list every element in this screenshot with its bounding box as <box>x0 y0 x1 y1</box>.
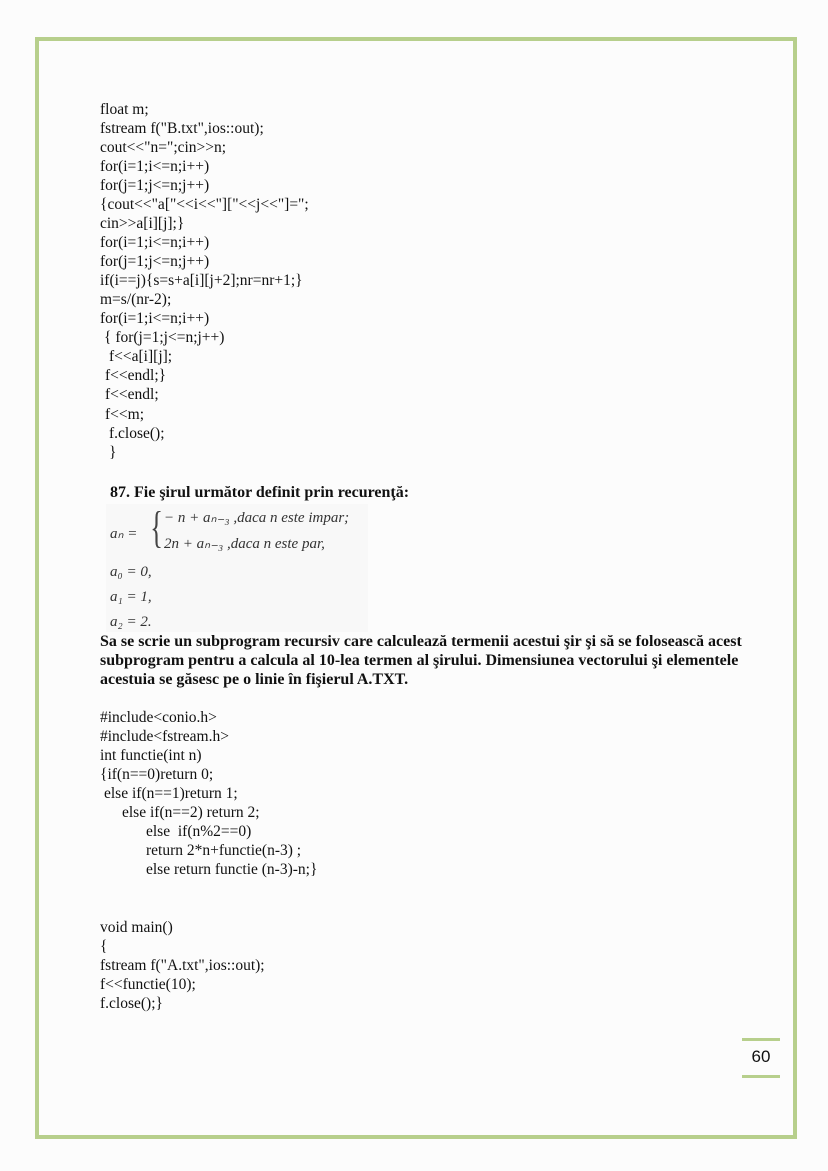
formula-a1: a₁ = 1, <box>110 589 152 605</box>
code-line: f<<functie(10); <box>100 976 196 993</box>
code-line: {cout<<"a["<<i<<"]["<<j<<"]="; <box>100 196 309 213</box>
code-line: if(i==j){s=s+a[i][j+2];nr=nr+1;} <box>100 272 303 289</box>
formula-lhs: aₙ = <box>110 526 138 542</box>
code-line: } <box>109 444 117 461</box>
recurrence-formula <box>106 504 368 632</box>
code-line: int functie(int n) <box>100 747 202 764</box>
code-line: m=s/(nr-2); <box>100 291 172 308</box>
brace-icon: { <box>150 503 163 552</box>
code-line: for(i=1;i<=n;i++) <box>100 158 210 175</box>
code-line: { for(j=1;j<=n;j++) <box>104 329 225 346</box>
code-line: f<<m; <box>105 406 145 423</box>
code-line: #include<fstream.h> <box>100 728 229 745</box>
code-line: {if(n==0)return 0; <box>100 766 214 783</box>
code-line: { <box>100 938 108 955</box>
code-line: f.close();} <box>100 995 163 1012</box>
code-line: for(i=1;i<=n;i++) <box>100 234 210 251</box>
statement-line: Sa se scrie un subprogram recursiv care calculează termenii acestui şir şi să se folosească acest <box>100 633 742 650</box>
code-line: void main() <box>100 919 173 936</box>
formula-case-odd: − n + aₙ₋₃ ,daca n este impar; <box>164 510 350 526</box>
code-line: f<<endl; <box>105 386 159 403</box>
code-line: for(j=1;j<=n;j++) <box>100 177 210 194</box>
code-line: f.close(); <box>109 425 165 442</box>
code-line: fstream f("A.txt",ios::out); <box>100 957 265 974</box>
statement-line: acestuia se găsesc pe o linie în fişierul A.TXT. <box>100 671 409 688</box>
code-line: cout<<"n=";cin>>n; <box>100 139 227 156</box>
formula-a0: a₀ = 0, <box>110 564 152 580</box>
code-line: cin>>a[i][j];} <box>100 215 185 232</box>
code-line: #include<conio.h> <box>100 709 217 726</box>
code-line: for(j=1;j<=n;j++) <box>100 253 210 270</box>
code-line: f<<endl;} <box>105 367 167 384</box>
code-line: f<<a[i][j]; <box>109 348 173 365</box>
code-line: else return functie (n-3)-n;} <box>146 861 318 878</box>
formula-case-even: 2n + aₙ₋₃ ,daca n este par, <box>164 536 325 552</box>
formula-a2: a₂ = 2. <box>110 614 152 630</box>
page-number: 60 <box>742 1038 780 1078</box>
code-line: else if(n==2) return 2; <box>122 804 260 821</box>
code-line: else if(n==1)return 1; <box>104 785 238 802</box>
code-line: else if(n%2==0) <box>146 823 252 840</box>
code-line: fstream f("B.txt",ios::out); <box>100 120 264 137</box>
problem-heading: 87. Fie şirul următor definit prin recurenţă: <box>110 484 410 501</box>
code-line: float m; <box>100 101 149 118</box>
code-line: return 2*n+functie(n-3) ; <box>146 842 302 859</box>
statement-line: subprogram pentru a calcula al 10-lea termen al şirului. Dimensiunea vectorului şi elementele <box>100 652 739 669</box>
code-line: for(i=1;i<=n;i++) <box>100 310 210 327</box>
